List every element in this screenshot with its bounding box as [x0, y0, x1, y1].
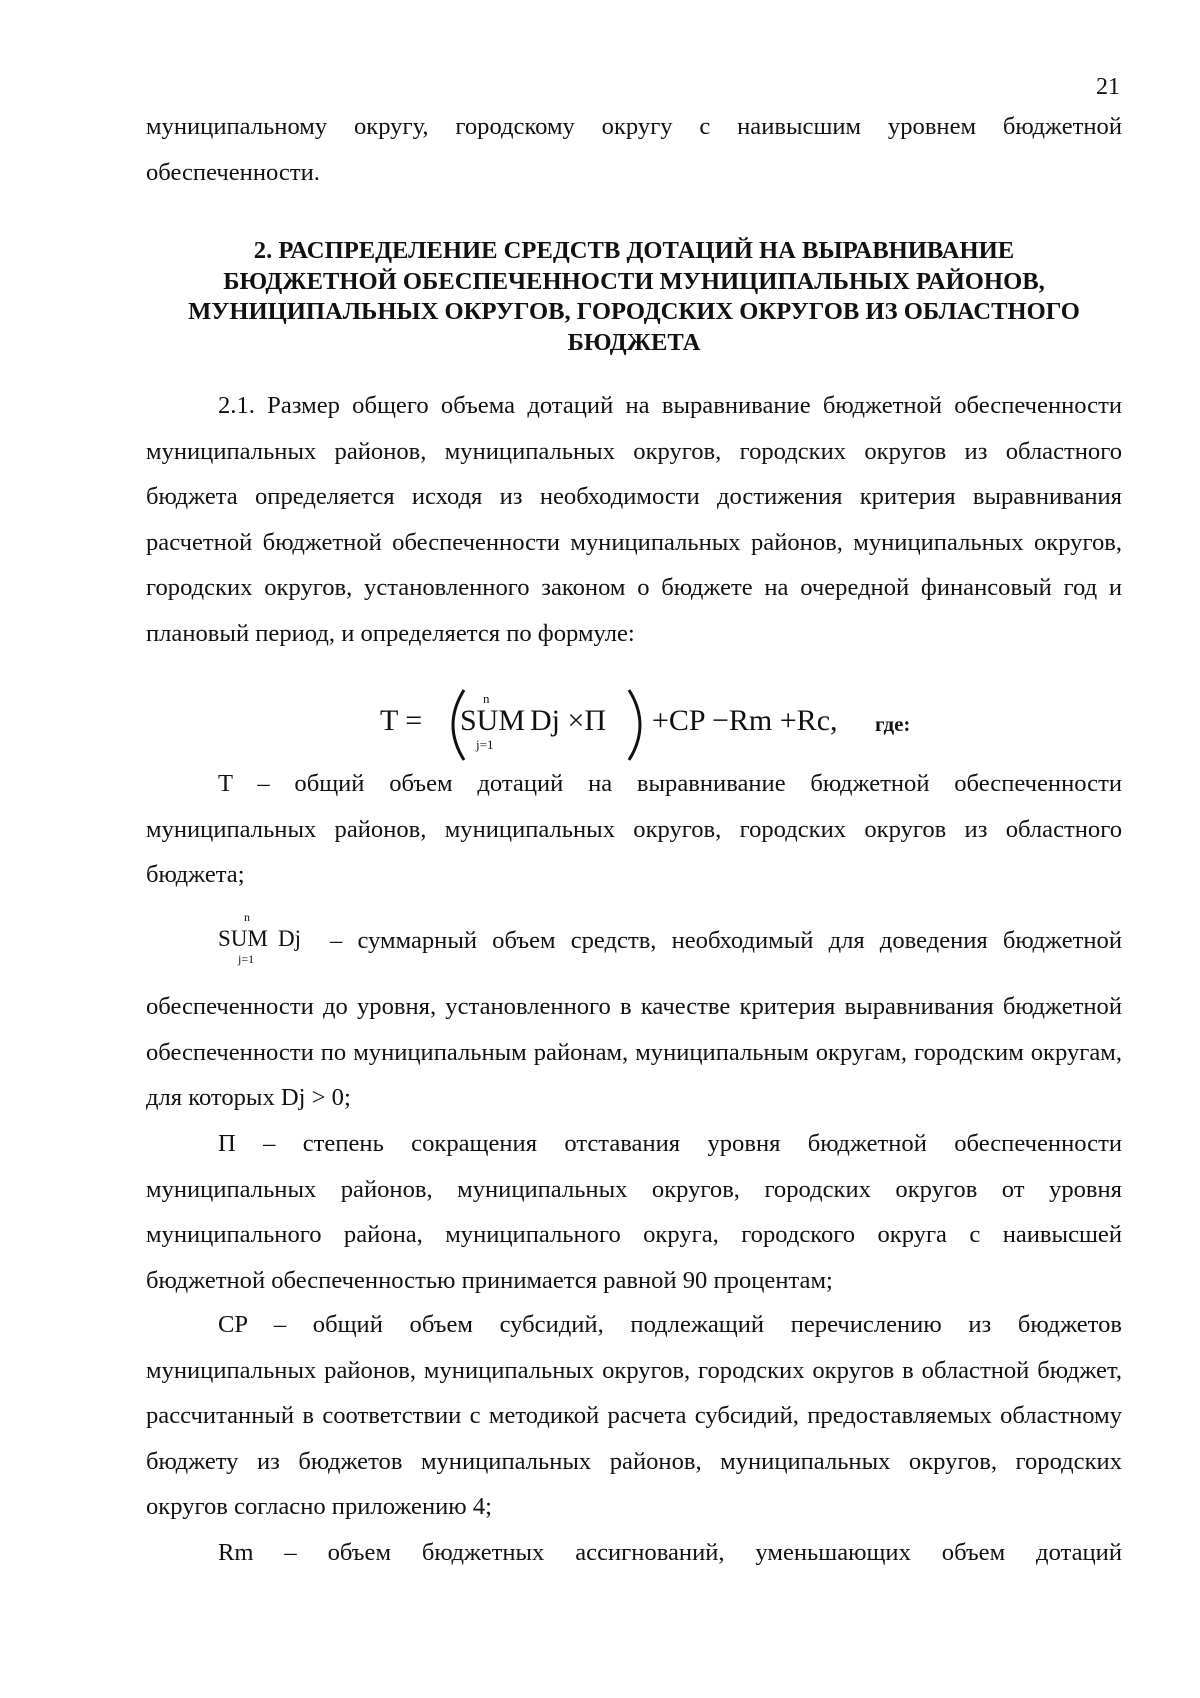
formula-term: Dj ×П: [530, 704, 607, 737]
sum-upper-limit: n: [244, 910, 250, 924]
definition-T: T – общий объем дотаций на выравнивание бюджетной обеспеченности муниципальных районов, муниципальных округов, городских округов из областного бюджета;: [146, 770, 1122, 888]
definition-Rm-block: [146, 1530, 1122, 1576]
definition-P: П – степень сокращения отставания уровня бюджетной обеспеченности муниципальных районов, муниципальных округов, городских округов от уровня муниципального района, муниципального округа, городского округа с наивысшей бюджетной обеспеченностью принимается равной 90 процентам;: [146, 1130, 1122, 1294]
sum-label: SUM: [218, 926, 268, 951]
definition-T-block: [146, 761, 1122, 898]
definition-sum-first-line: – суммарный объем средств, необходимый для доведения бюджетной: [330, 927, 1122, 954]
paragraph-2-1: 2.1. Размер общего объема дотаций на выравнивание бюджетной обеспеченности муниципальных районов, муниципальных округов, городских округов из областного бюджета определяется исходя из необходимости достижения критерия выравнивания расчетной бюджетной обеспеченности муниципальных районов, муниципальных округов, городских округов, установленного законом о бюджете на очередной финансовый год и плановый период, и определяется по формуле:: [146, 392, 1122, 647]
definition-sum-first-line-block: [330, 918, 1122, 964]
sum-term: Dj: [278, 926, 301, 951]
sum-lower-limit: j=1: [238, 952, 255, 966]
section-heading: [146, 236, 1122, 358]
formula-lower-limit: j=1: [476, 737, 494, 752]
page-number: 21: [1096, 74, 1120, 100]
heading-line-1: 2. РАСПРЕДЕЛЕНИЕ СРЕДСТВ ДОТАЦИЙ НА ВЫРАВНИВАНИЕ: [253, 237, 1015, 264]
formula-rest: +CP −Rm +Rc,: [652, 704, 838, 737]
formula-lhs: T =: [380, 704, 423, 737]
intro-block: [146, 104, 1122, 195]
definition-CP-block: [146, 1302, 1122, 1530]
definition-Rm: Rm – объем бюджетных ассигнований, уменьшающих объем дотаций: [218, 1539, 1122, 1566]
heading-line-4: БЮДЖЕТА: [567, 328, 701, 356]
definition-sum-block: [146, 984, 1122, 1121]
heading-line-3: МУНИЦИПАЛЬНЫХ ОКРУГОВ, ГОРОДСКИХ ОКРУГОВ ИЗ ОБЛАСТНОГО: [188, 298, 1080, 325]
paragraph-2-1-block: [146, 383, 1122, 656]
definition-CP: CP – общий объем субсидий, подлежащий перечислению из бюджетов муниципальных районов, муниципальных округов, городских округов в областной бюджет, рассчитанный в соответствии с методикой расчета субсидий, предоставляемых областному бюджету из бюджетов муниципальных районов, муниципальных округов, городских округов согласно приложению 4;: [146, 1311, 1122, 1520]
intro-paragraph: муниципальному округу, городскому округу с наивысшим уровнем бюджетной обеспеченности.: [146, 113, 1122, 186]
formula-sum: SUM: [460, 704, 526, 737]
formula-upper-limit: n: [483, 691, 490, 706]
sum-symbol: [214, 910, 314, 966]
formula-suffix: где:: [875, 712, 911, 736]
definition-P-block: [146, 1121, 1122, 1303]
heading-line-2: БЮДЖЕТНОЙ ОБЕСПЕЧЕННОСТИ МУНИЦИПАЛЬНЫХ РАЙОНОВ,: [223, 267, 1045, 295]
formula: [380, 676, 940, 772]
right-big-paren: [623, 688, 653, 762]
definition-sum: обеспеченности до уровня, установленного в качестве критерия выравнивания бюджетной обеспеченности по муниципальным районам, муниципальным округам, городским округам, для которых Dj > 0;: [146, 993, 1122, 1111]
